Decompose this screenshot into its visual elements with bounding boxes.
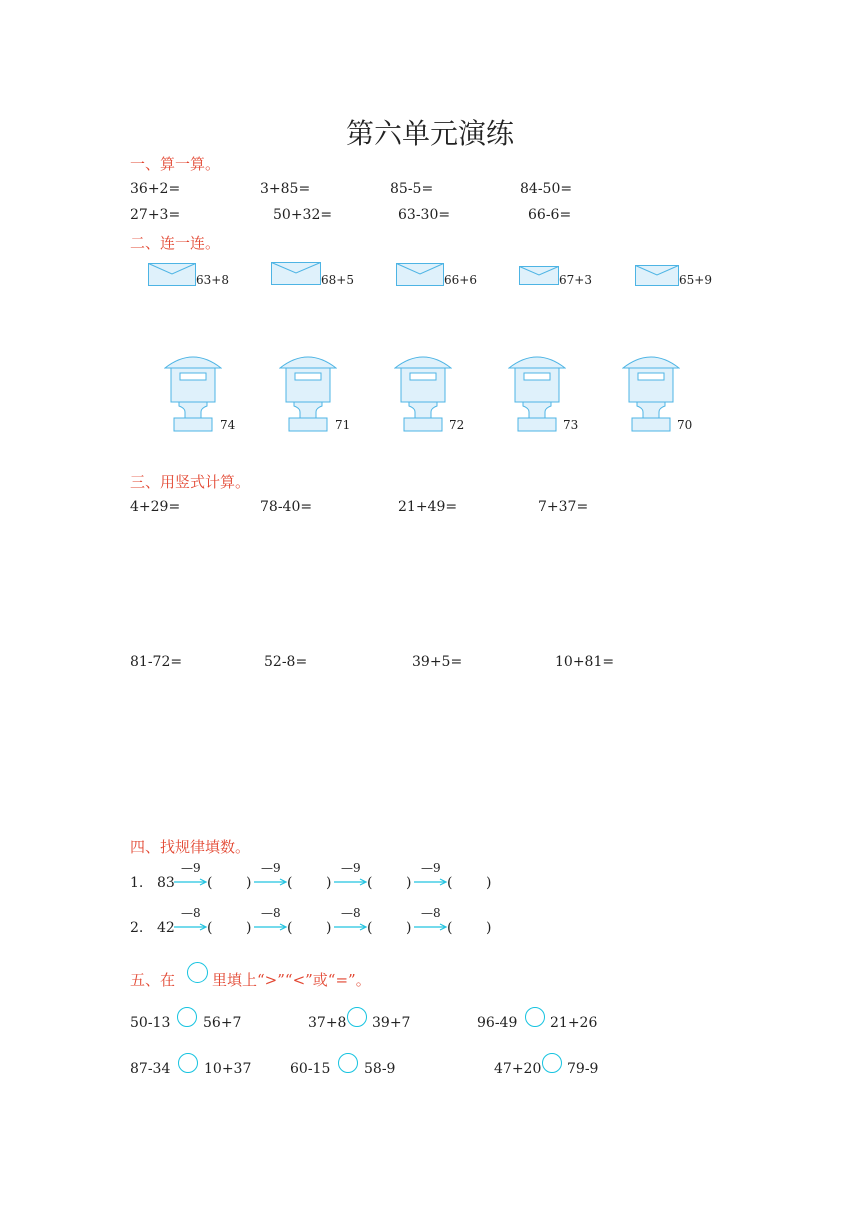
step-label: —9 [261, 861, 281, 875]
mailbox-label: 70 [677, 418, 693, 432]
comparison-circle[interactable] [542, 1053, 562, 1073]
step-label: —9 [341, 861, 361, 875]
close-paren: ) [326, 920, 332, 936]
step-label: —8 [181, 906, 201, 920]
mailbox-icon [394, 352, 452, 434]
compare-left: 60-15 [290, 1061, 331, 1077]
section-2-heading: 二、连一连。 [130, 234, 221, 252]
comparison-circle[interactable] [525, 1007, 545, 1027]
arrow-right-icon [254, 877, 288, 887]
envelope-icon [148, 263, 196, 286]
mailbox-label: 72 [449, 418, 465, 432]
compare-right: 39+7 [372, 1015, 411, 1031]
section-5-heading-start: 五、在 [130, 971, 176, 989]
page-title: 第六单元演练 [345, 117, 514, 150]
compare-right: 79-9 [567, 1061, 599, 1077]
envelope-label: 67+3 [559, 273, 592, 287]
mailbox-icon [622, 352, 680, 434]
problem: 27+3= [130, 207, 181, 223]
problem: 10+81= [555, 654, 615, 670]
mailbox-icon [508, 352, 566, 434]
section-4-heading: 四、找规律填数。 [130, 838, 251, 856]
compare-right: 58-9 [364, 1061, 396, 1077]
close-paren: ) [406, 920, 412, 936]
section-1-heading: 一、算一算。 [130, 155, 221, 173]
problem: 63-30= [398, 207, 451, 223]
envelope-icon [635, 265, 679, 286]
close-paren: ) [326, 875, 332, 891]
envelope-label: 68+5 [321, 273, 354, 287]
compare-left: 87-34 [130, 1061, 171, 1077]
open-paren: ( [287, 920, 293, 936]
compare-left: 50-13 [130, 1015, 171, 1031]
mailbox-icon [279, 352, 337, 434]
step-label: —9 [421, 861, 441, 875]
comparison-circle-icon [187, 962, 208, 983]
row-number: 2. [130, 920, 144, 936]
open-paren: ( [447, 875, 453, 891]
close-paren: ) [406, 875, 412, 891]
row-number: 1. [130, 875, 144, 891]
close-paren: ) [486, 875, 492, 891]
open-paren: ( [367, 920, 373, 936]
open-paren: ( [207, 875, 213, 891]
open-paren: ( [287, 875, 293, 891]
problem: 52-8= [264, 654, 308, 670]
sequence-start: 83 [157, 875, 175, 891]
arrow-right-icon [334, 922, 368, 932]
envelope-icon [519, 266, 559, 285]
problem: 78-40= [260, 499, 313, 515]
close-paren: ) [246, 920, 252, 936]
section-3-heading: 三、用竖式计算。 [130, 473, 251, 491]
envelope-label: 66+6 [444, 273, 477, 287]
problem: 50+32= [273, 207, 333, 223]
close-paren: ) [246, 875, 252, 891]
arrow-right-icon [414, 922, 448, 932]
compare-left: 47+20 [494, 1061, 542, 1077]
arrow-right-icon [414, 877, 448, 887]
step-label: —8 [421, 906, 441, 920]
close-paren: ) [486, 920, 492, 936]
sequence-start: 42 [157, 920, 175, 936]
comparison-circle[interactable] [178, 1053, 198, 1073]
comparison-circle[interactable] [347, 1007, 367, 1027]
compare-left: 37+8 [308, 1015, 347, 1031]
arrow-right-icon [174, 877, 208, 887]
mailbox-label: 74 [220, 418, 236, 432]
comparison-circle[interactable] [177, 1007, 197, 1027]
section-5-heading-end: 里填上“>”“<”或“=”。 [212, 971, 371, 989]
compare-right: 21+26 [550, 1015, 598, 1031]
step-label: —8 [341, 906, 361, 920]
compare-left: 96-49 [477, 1015, 518, 1031]
compare-right: 56+7 [203, 1015, 242, 1031]
problem: 4+29= [130, 499, 181, 515]
mailbox-label: 71 [335, 418, 351, 432]
problem: 66-6= [528, 207, 572, 223]
problem: 7+37= [538, 499, 589, 515]
arrow-right-icon [334, 877, 368, 887]
problem: 3+85= [260, 181, 311, 197]
envelope-label: 65+9 [679, 273, 712, 287]
problem: 36+2= [130, 181, 181, 197]
envelope-icon [271, 262, 321, 285]
open-paren: ( [207, 920, 213, 936]
mailbox-label: 73 [563, 418, 579, 432]
arrow-right-icon [174, 922, 208, 932]
problem: 81-72= [130, 654, 183, 670]
problem: 21+49= [398, 499, 458, 515]
envelope-label: 63+8 [196, 273, 229, 287]
problem: 39+5= [412, 654, 463, 670]
comparison-circle[interactable] [338, 1053, 358, 1073]
open-paren: ( [367, 875, 373, 891]
step-label: —9 [181, 861, 201, 875]
step-label: —8 [261, 906, 281, 920]
envelope-icon [396, 263, 444, 286]
arrow-right-icon [254, 922, 288, 932]
problem: 84-50= [520, 181, 573, 197]
open-paren: ( [447, 920, 453, 936]
problem: 85-5= [390, 181, 434, 197]
mailbox-icon [164, 352, 222, 434]
compare-right: 10+37 [204, 1061, 252, 1077]
